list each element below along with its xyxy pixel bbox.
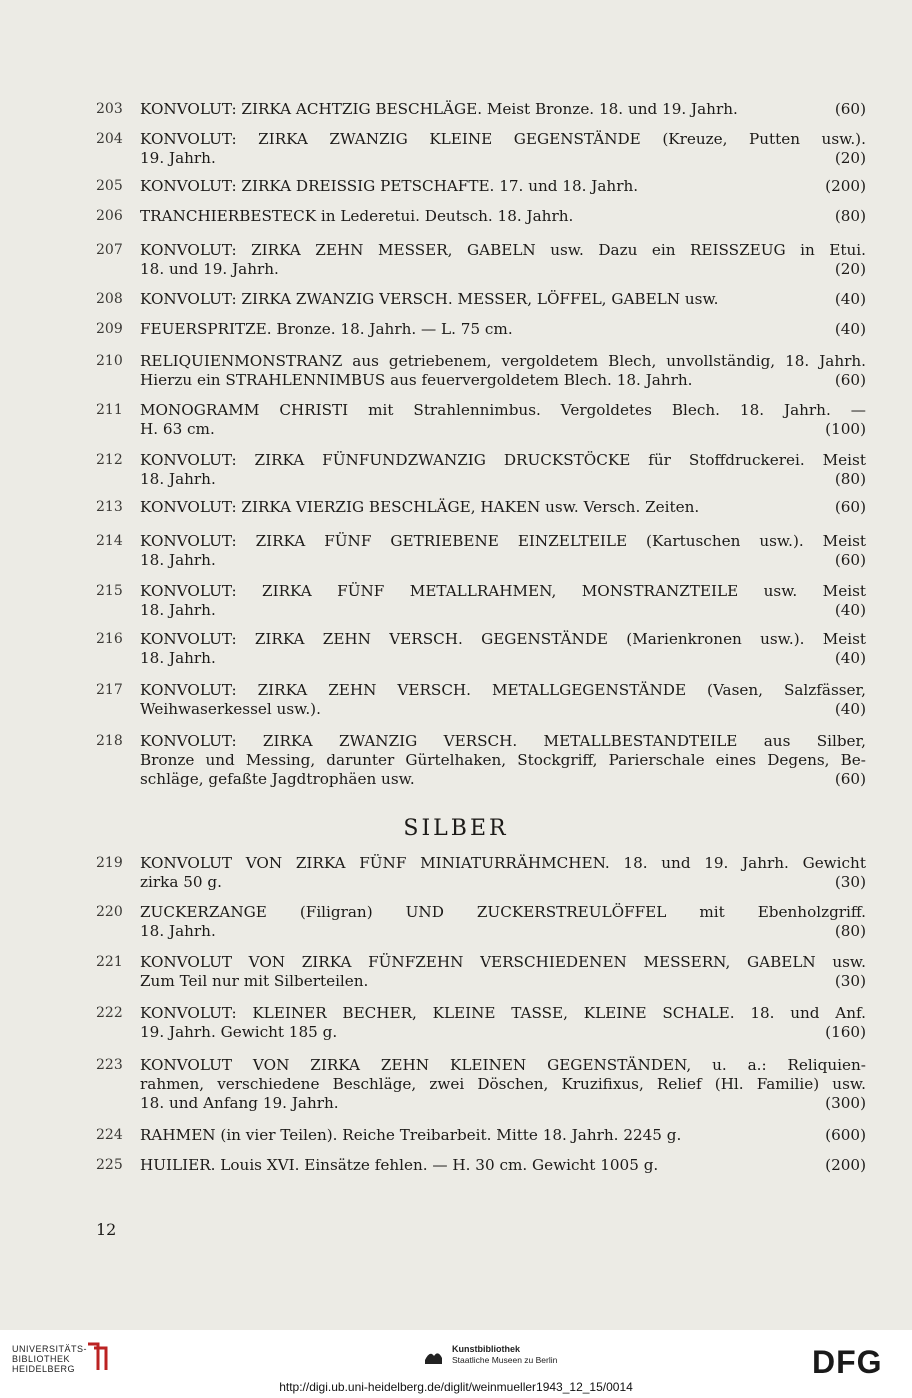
lot-estimate: (40) bbox=[834, 320, 866, 338]
lot-number: 214 bbox=[96, 533, 123, 549]
word: eines bbox=[715, 751, 757, 769]
word: ZEHN bbox=[322, 630, 371, 648]
lot-description-text: KONVOLUT: ZIRKA ZWANZIG VERSCH. MESSER, LÖFFEL, GABELN usw. bbox=[140, 290, 719, 308]
word: ZUCKERZANGE bbox=[140, 903, 267, 921]
lot-number: 220 bbox=[96, 904, 123, 920]
lot-description-text: zirka 50 g. bbox=[140, 873, 222, 891]
word: Meist bbox=[822, 451, 866, 469]
word: (Filigran) bbox=[299, 903, 373, 921]
lot-number: 215 bbox=[96, 583, 123, 599]
word: ZEHN bbox=[328, 681, 377, 699]
word: ZIRKA bbox=[262, 732, 313, 750]
word: Parierschale bbox=[608, 751, 705, 769]
word: Jahrh. bbox=[784, 401, 831, 419]
lot-estimate: (80) bbox=[834, 470, 866, 488]
word: KONVOLUT: bbox=[140, 582, 237, 600]
word: mit bbox=[699, 903, 725, 921]
word: SCHALE. bbox=[662, 1004, 735, 1022]
word: MINIATURRÄHMCHEN. bbox=[420, 854, 610, 872]
lot-entry bbox=[96, 953, 866, 991]
lot-entry bbox=[96, 1004, 866, 1042]
word: 18. bbox=[750, 1004, 775, 1022]
lot-entry bbox=[96, 401, 866, 439]
word: Silber, bbox=[816, 732, 866, 750]
word: METALLRAHMEN, bbox=[409, 582, 557, 600]
word: VON bbox=[252, 1056, 290, 1074]
word: FÜNFUNDZWANZIG bbox=[322, 451, 486, 469]
lot-description-line bbox=[140, 130, 866, 149]
word: ZUCKERSTREULÖFFEL bbox=[476, 903, 667, 921]
word: VERSCH. bbox=[443, 732, 518, 750]
word: KONVOLUT: bbox=[140, 241, 237, 259]
word: Stoffdruckerei. bbox=[688, 451, 805, 469]
word: ZIRKA bbox=[251, 241, 301, 259]
lot-description-text: RAHMEN (in vier Teilen). Reiche Treibarbeit. Mitte 18. Jahrh. 2245 g. bbox=[140, 1126, 682, 1144]
word: ein bbox=[651, 241, 676, 259]
word: und bbox=[790, 1004, 820, 1022]
word: (Vasen, bbox=[707, 681, 763, 699]
word: METALLBESTANDTEILE bbox=[543, 732, 738, 750]
dfg-logo: DFG bbox=[812, 1344, 883, 1380]
word: getriebenem, bbox=[388, 352, 492, 370]
lot-description-text: 19. Jahrh. bbox=[140, 149, 216, 167]
word: 19. bbox=[704, 854, 729, 872]
word: MONOGRAMM bbox=[140, 401, 260, 419]
lot-entry bbox=[96, 207, 866, 226]
word: CHRISTI bbox=[279, 401, 349, 419]
lot-number: 217 bbox=[96, 682, 123, 698]
lot-estimate: (20) bbox=[834, 260, 866, 278]
lot-description-text: KONVOLUT: ZIRKA DREISSIG PETSCHAFTE. 17. und 18. Jahrh. bbox=[140, 177, 639, 195]
word: Relief bbox=[656, 1075, 702, 1093]
lot-description-text: Hierzu ein STRAHLENNIMBUS aus feuervergoldetem Blech. 18. Jahrh. bbox=[140, 371, 693, 389]
lot-estimate: (600) bbox=[825, 1126, 866, 1144]
lot-entry bbox=[96, 630, 866, 668]
word: (Kreuze, bbox=[662, 130, 728, 148]
lot-entry bbox=[96, 532, 866, 570]
lot-description-line bbox=[140, 903, 866, 922]
lot-estimate: (100) bbox=[825, 420, 866, 438]
word: GABELN bbox=[746, 953, 816, 971]
word: (Marienkronen bbox=[626, 630, 742, 648]
lot-entry bbox=[96, 732, 866, 789]
lot-estimate: (160) bbox=[825, 1023, 866, 1041]
kunstbibliothek-logo-icon bbox=[422, 1346, 444, 1368]
lot-number: 211 bbox=[96, 402, 123, 418]
word: ZIRKA bbox=[257, 681, 308, 699]
lot-entry bbox=[96, 320, 866, 339]
word: Blech, bbox=[608, 352, 657, 370]
word: 18. bbox=[785, 352, 810, 370]
word: Dazu bbox=[598, 241, 638, 259]
lot-description-text: Zum Teil nur mit Silberteilen. bbox=[140, 972, 369, 990]
lot-description-line bbox=[140, 207, 866, 226]
lot-description-line bbox=[140, 420, 866, 439]
word: MESSERN, bbox=[643, 953, 731, 971]
lot-estimate: (40) bbox=[834, 700, 866, 718]
lot-number: 205 bbox=[96, 178, 123, 194]
lot-description-text: 18. und Anfang 19. Jahrh. bbox=[140, 1094, 339, 1112]
page-number: 12 bbox=[96, 1220, 117, 1239]
word: u. bbox=[712, 1056, 727, 1074]
lot-entry bbox=[96, 451, 866, 489]
lot-estimate: (80) bbox=[834, 922, 866, 940]
lot-description-line bbox=[140, 498, 866, 517]
lot-description-line bbox=[140, 751, 866, 770]
lot-estimate: (80) bbox=[834, 207, 866, 225]
lot-description-line bbox=[140, 972, 866, 991]
lot-description-line bbox=[140, 401, 866, 420]
lot-number: 212 bbox=[96, 452, 123, 468]
lot-entry bbox=[96, 582, 866, 620]
word: METALLGEGENSTÄNDE bbox=[492, 681, 687, 699]
lot-description-line bbox=[140, 1004, 866, 1023]
word: unvollständig, bbox=[666, 352, 776, 370]
word: Bronze bbox=[140, 751, 195, 769]
word: Meist bbox=[822, 532, 866, 550]
lot-description-line bbox=[140, 1023, 866, 1042]
word: ZIRKA bbox=[254, 630, 305, 648]
word: (Kartuschen bbox=[646, 532, 741, 550]
word: ZIRKA bbox=[258, 130, 308, 148]
lot-estimate: (60) bbox=[834, 498, 866, 516]
lot-number: 219 bbox=[96, 855, 123, 871]
lot-entry bbox=[96, 1056, 866, 1113]
lot-description-line bbox=[140, 260, 866, 279]
lot-entry bbox=[96, 1126, 866, 1145]
word: und bbox=[661, 854, 691, 872]
word: KONVOLUT: bbox=[140, 451, 237, 469]
word: usw.). bbox=[759, 532, 804, 550]
lot-description-text: FEUERSPRITZE. Bronze. 18. Jahrh. — L. 75 cm. bbox=[140, 320, 513, 338]
word: GEGENSTÄNDE bbox=[481, 630, 609, 648]
word: aus bbox=[763, 732, 791, 750]
lot-description-line bbox=[140, 953, 866, 972]
university-logo-icon bbox=[84, 1340, 110, 1374]
kunstbibliothek-label: Kunstbibliothek Staatliche Museen zu Berlin bbox=[452, 1344, 558, 1365]
lot-description-line bbox=[140, 1156, 866, 1175]
word: in bbox=[800, 241, 815, 259]
word: usw. bbox=[763, 582, 798, 600]
lot-estimate: (40) bbox=[834, 649, 866, 667]
word: FÜNF bbox=[324, 532, 372, 550]
word: Meist bbox=[822, 582, 866, 600]
word: ZIRKA bbox=[295, 854, 346, 872]
word: a.: bbox=[747, 1056, 767, 1074]
lot-description-line bbox=[140, 371, 866, 390]
lot-estimate: (300) bbox=[825, 1094, 866, 1112]
word: aus bbox=[352, 352, 379, 370]
lot-description-text: 19. Jahrh. Gewicht 185 g. bbox=[140, 1023, 338, 1041]
word: Degens, bbox=[767, 751, 830, 769]
word: REISSZEUG bbox=[690, 241, 786, 259]
word: GETRIEBENE bbox=[390, 532, 499, 550]
lot-number: 209 bbox=[96, 321, 123, 337]
word: Döschen, bbox=[477, 1075, 549, 1093]
word: ZIRKA bbox=[310, 1056, 360, 1074]
word: KONVOLUT: bbox=[140, 130, 237, 148]
word: Ebenholzgriff. bbox=[757, 903, 866, 921]
lot-estimate: (60) bbox=[834, 770, 866, 788]
word: VERSCH. bbox=[389, 630, 463, 648]
word: MESSER, bbox=[377, 241, 453, 259]
lot-description-line bbox=[140, 700, 866, 719]
lot-description-line bbox=[140, 451, 866, 470]
lot-description-line bbox=[140, 352, 866, 371]
lot-entry bbox=[96, 498, 866, 517]
lot-number: 222 bbox=[96, 1005, 123, 1021]
word: VERSCH. bbox=[397, 681, 472, 699]
word: MONSTRANZTEILE bbox=[581, 582, 739, 600]
word: Jahrh. bbox=[742, 854, 789, 872]
lot-description-text: TRANCHIERBESTECK in Lederetui. Deutsch. 18. Jahrh. bbox=[140, 207, 574, 225]
lot-description-text: 18. Jahrh. bbox=[140, 601, 216, 619]
lot-description-line bbox=[140, 681, 866, 700]
lot-entry bbox=[96, 352, 866, 390]
word: ZWANZIG bbox=[338, 732, 418, 750]
word: DRUCKSTÖCKE bbox=[503, 451, 631, 469]
word: usw.). bbox=[760, 630, 805, 648]
word: 18. bbox=[739, 401, 765, 419]
lot-number: 208 bbox=[96, 291, 123, 307]
lot-description-line bbox=[140, 873, 866, 892]
word: usw. bbox=[550, 241, 584, 259]
word: ZIRKA bbox=[262, 582, 312, 600]
lot-entry bbox=[96, 130, 866, 168]
word: Kruzifixus, bbox=[561, 1075, 644, 1093]
word: ZIRKA bbox=[254, 451, 305, 469]
word: Strahlennimbus. bbox=[413, 401, 541, 419]
lot-number: 225 bbox=[96, 1157, 123, 1173]
lot-entry bbox=[96, 854, 866, 892]
word: GABELN bbox=[467, 241, 536, 259]
lot-estimate: (30) bbox=[834, 873, 866, 891]
lot-number: 204 bbox=[96, 131, 123, 147]
lot-description-line bbox=[140, 241, 866, 260]
lot-entry bbox=[96, 681, 866, 719]
word: Familie) bbox=[756, 1075, 820, 1093]
lot-description-text: KONVOLUT: ZIRKA VIERZIG BESCHLÄGE, HAKEN usw. Versch. Zeiten. bbox=[140, 498, 700, 516]
word: verschiedene bbox=[217, 1075, 320, 1093]
lot-number: 206 bbox=[96, 208, 123, 224]
lot-description-text: H. 63 cm. bbox=[140, 420, 215, 438]
word: KLEINE bbox=[583, 1004, 647, 1022]
word: ZIRKA bbox=[255, 532, 306, 550]
lot-number: 203 bbox=[96, 101, 123, 117]
lot-description-text: schläge, gefaßte Jagdtrophäen usw. bbox=[140, 770, 415, 788]
lot-description-line bbox=[140, 649, 866, 668]
lot-number: 218 bbox=[96, 733, 123, 749]
lot-entry bbox=[96, 290, 866, 309]
word: RELIQUIENMONSTRANZ bbox=[140, 352, 343, 370]
word: vergoldetem bbox=[501, 352, 599, 370]
lot-description-line bbox=[140, 320, 866, 339]
lot-estimate: (40) bbox=[834, 601, 866, 619]
lot-estimate: (40) bbox=[834, 290, 866, 308]
word: Blech. bbox=[671, 401, 720, 419]
word: usw. bbox=[832, 953, 866, 971]
word: Jahrh. bbox=[819, 352, 866, 370]
lot-description-line bbox=[140, 922, 866, 941]
word: KONVOLUT bbox=[140, 953, 233, 971]
word: Gürtelhaken, bbox=[405, 751, 507, 769]
lot-description-text: 18. Jahrh. bbox=[140, 922, 216, 940]
lot-description-text: 18. und 19. Jahrh. bbox=[140, 260, 279, 278]
word: Putten bbox=[749, 130, 800, 148]
lot-entry bbox=[96, 241, 866, 279]
lot-description-line bbox=[140, 1056, 866, 1075]
lot-estimate: (60) bbox=[834, 371, 866, 389]
word: KONVOLUT: bbox=[140, 1004, 237, 1022]
lot-number: 221 bbox=[96, 954, 123, 970]
word: BECHER, bbox=[342, 1004, 417, 1022]
word: FÜNFZEHN bbox=[368, 953, 464, 971]
word: ZEHN bbox=[380, 1056, 430, 1074]
word: usw.). bbox=[821, 130, 866, 148]
lot-number: 207 bbox=[96, 242, 123, 258]
source-url-link[interactable]: http://digi.ub.uni-heidelberg.de/diglit/weinmueller1943_12_15/0014 bbox=[279, 1380, 633, 1394]
lot-description-line bbox=[140, 149, 866, 168]
lot-estimate: (30) bbox=[834, 972, 866, 990]
word: Etui. bbox=[829, 241, 866, 259]
word: Anf. bbox=[835, 1004, 866, 1022]
word: ZIRKA bbox=[301, 953, 352, 971]
word: FÜNF bbox=[337, 582, 385, 600]
section-heading: SILBER bbox=[403, 816, 509, 841]
word: GEGENSTÄNDEN, bbox=[547, 1056, 692, 1074]
lot-description-text: HUILIER. Louis XVI. Einsätze fehlen. — H. 30 cm. Gewicht 1005 g. bbox=[140, 1156, 659, 1174]
lot-description-line bbox=[140, 630, 866, 649]
lot-description-line bbox=[140, 732, 866, 751]
lot-description-line bbox=[140, 290, 866, 309]
word: Be- bbox=[840, 751, 866, 769]
word: rahmen, bbox=[140, 1075, 205, 1093]
word: Beschläge, bbox=[332, 1075, 417, 1093]
lot-description-line bbox=[140, 1126, 866, 1145]
word: zwei bbox=[429, 1075, 465, 1093]
word: KLEINEN bbox=[449, 1056, 527, 1074]
footer-bar bbox=[0, 1330, 912, 1398]
word: KONVOLUT: bbox=[140, 732, 237, 750]
lot-entry bbox=[96, 100, 866, 119]
word: (Hl. bbox=[714, 1075, 744, 1093]
lot-entry bbox=[96, 903, 866, 941]
lot-estimate: (20) bbox=[834, 149, 866, 167]
word: KONVOLUT bbox=[140, 854, 233, 872]
lot-estimate: (200) bbox=[825, 1156, 866, 1174]
word: für bbox=[648, 451, 671, 469]
lot-description-line bbox=[140, 1094, 866, 1113]
lot-description-line bbox=[140, 1075, 866, 1094]
word: — bbox=[850, 401, 866, 419]
lot-estimate: (200) bbox=[825, 177, 866, 195]
word: Salzfässer, bbox=[783, 681, 866, 699]
word: FÜNF bbox=[359, 854, 407, 872]
lot-estimate: (60) bbox=[834, 100, 866, 118]
word: EINZELTEILE bbox=[517, 532, 628, 550]
lot-estimate: (60) bbox=[834, 551, 866, 569]
lot-description-line bbox=[140, 854, 866, 873]
lot-description-line bbox=[140, 770, 866, 789]
lot-entry bbox=[96, 1156, 866, 1175]
word: 18. bbox=[623, 854, 648, 872]
lot-description-line bbox=[140, 470, 866, 489]
word: TASSE, bbox=[511, 1004, 568, 1022]
word: VERSCHIEDENEN bbox=[480, 953, 627, 971]
word: KONVOLUT: bbox=[140, 630, 237, 648]
word: Vergoldetes bbox=[560, 401, 652, 419]
lot-entry bbox=[96, 177, 866, 196]
lot-number: 224 bbox=[96, 1127, 123, 1143]
lot-number: 210 bbox=[96, 353, 123, 369]
word: KONVOLUT bbox=[140, 1056, 233, 1074]
word: Stockgriff, bbox=[517, 751, 598, 769]
lot-description-text: 18. Jahrh. bbox=[140, 649, 216, 667]
lot-description-text: KONVOLUT: ZIRKA ACHTZIG BESCHLÄGE. Meist Bronze. 18. und 19. Jahrh. bbox=[140, 100, 738, 118]
lot-description-line bbox=[140, 601, 866, 620]
word: KONVOLUT: bbox=[140, 532, 237, 550]
word: VON bbox=[245, 854, 283, 872]
word: darunter bbox=[326, 751, 395, 769]
word: VON bbox=[248, 953, 286, 971]
word: ZEHN bbox=[315, 241, 364, 259]
lot-description-text: 18. Jahrh. bbox=[140, 551, 216, 569]
word: Messing, bbox=[245, 751, 316, 769]
word: Reliquien- bbox=[787, 1056, 866, 1074]
word: KONVOLUT: bbox=[140, 681, 237, 699]
lot-description-line bbox=[140, 582, 866, 601]
word: Gewicht bbox=[802, 854, 866, 872]
word: KLEINE bbox=[429, 130, 493, 148]
word: und bbox=[205, 751, 235, 769]
word: ZWANZIG bbox=[329, 130, 408, 148]
word: KLEINER bbox=[252, 1004, 327, 1022]
lot-number: 216 bbox=[96, 631, 123, 647]
lot-description-line bbox=[140, 551, 866, 570]
word: GEGENSTÄNDE bbox=[513, 130, 641, 148]
lot-description-line bbox=[140, 100, 866, 119]
lot-description-text: Weihwaserkessel usw.). bbox=[140, 700, 321, 718]
word: usw. bbox=[832, 1075, 866, 1093]
lot-number: 223 bbox=[96, 1057, 123, 1073]
lot-description-line bbox=[140, 177, 866, 196]
word: KLEINE bbox=[432, 1004, 496, 1022]
university-library-label: UNIVERSITÄTS- BIBLIOTHEK HEIDELBERG bbox=[12, 1344, 88, 1374]
lot-description-line bbox=[140, 532, 866, 551]
lot-description-text: 18. Jahrh. bbox=[140, 470, 216, 488]
word: UND bbox=[405, 903, 444, 921]
lot-number: 213 bbox=[96, 499, 123, 515]
word: Meist bbox=[822, 630, 866, 648]
word: mit bbox=[368, 401, 394, 419]
